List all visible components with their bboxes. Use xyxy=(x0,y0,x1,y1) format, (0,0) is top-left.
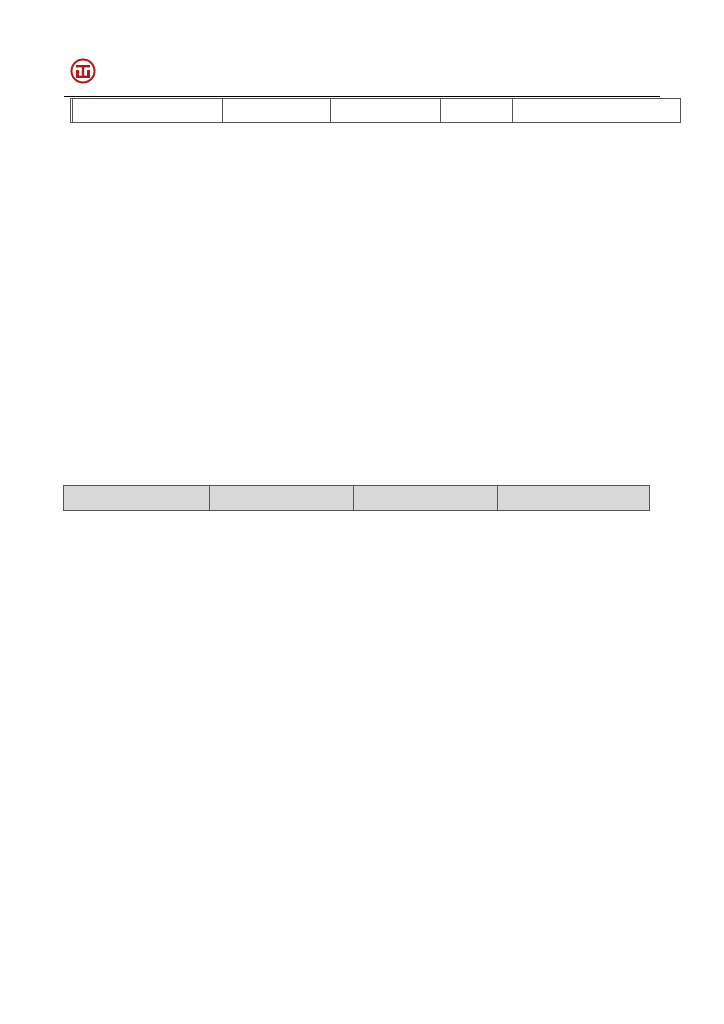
header-divider xyxy=(64,96,660,97)
cashflow-header-row xyxy=(71,99,681,123)
col-header-change xyxy=(498,486,650,511)
col-header-current xyxy=(223,99,331,123)
col-header-current xyxy=(210,486,354,511)
col-header-reason xyxy=(513,99,681,123)
net-capital-risk-table xyxy=(63,485,650,511)
col-header-change xyxy=(441,99,513,123)
income-and-cashflow-table xyxy=(70,98,681,123)
col-header-previous xyxy=(354,486,498,511)
table-header-row xyxy=(64,486,650,511)
col-header-previous xyxy=(331,99,441,123)
col-header-item xyxy=(64,486,210,511)
col-header-item xyxy=(73,99,223,123)
company-logo-icon xyxy=(70,58,96,84)
